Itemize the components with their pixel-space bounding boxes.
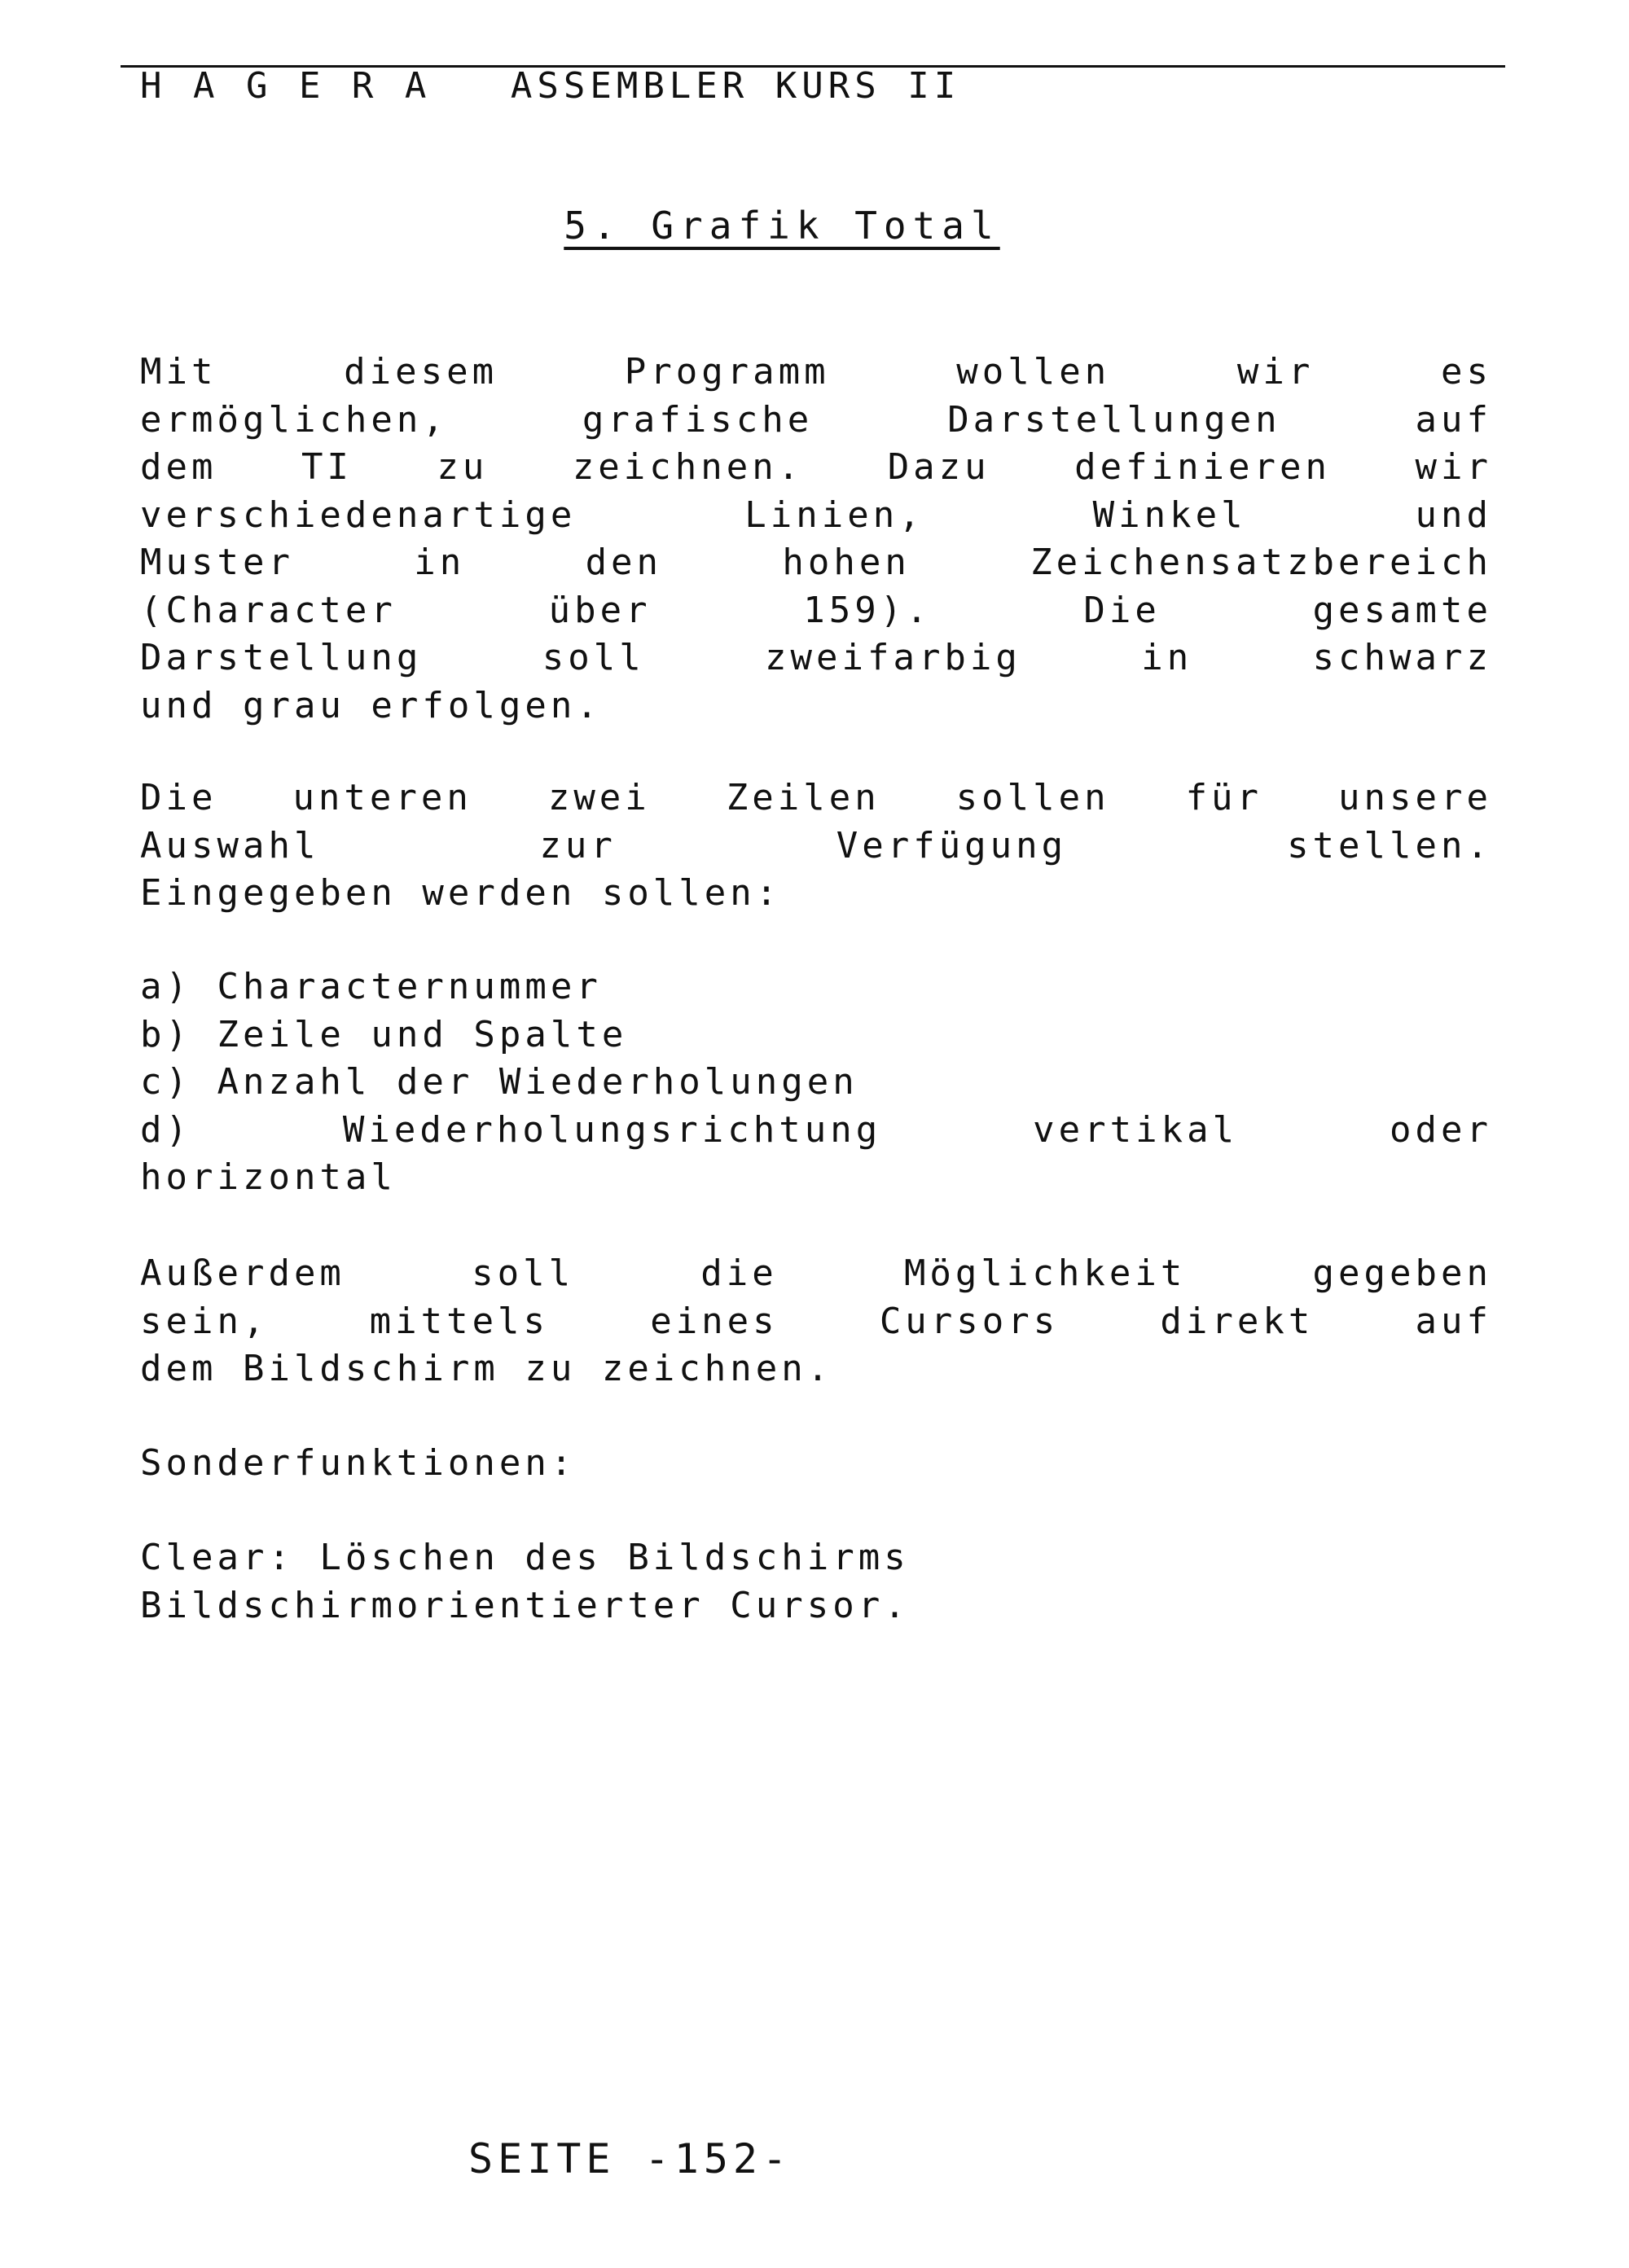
paragraph-line: [140, 1298, 1492, 1346]
list-item: c) Anzahl der Wiederholungen: [140, 1061, 858, 1103]
word: und: [1415, 494, 1492, 536]
word: Die: [1083, 589, 1161, 631]
list-item: horizontal: [140, 1156, 397, 1198]
paragraph-line: [140, 823, 1492, 871]
list-item: a) Characternummer: [140, 966, 602, 1007]
word: Winkel: [1092, 494, 1247, 536]
word: ermöglichen,: [140, 398, 448, 441]
paragraph-line: [140, 774, 1492, 823]
word: 159).: [803, 589, 932, 631]
word: eines: [650, 1300, 779, 1342]
word: direkt: [1160, 1300, 1315, 1342]
page-title: 5. Grafik Total: [564, 204, 1000, 248]
special-functions: [140, 1534, 1492, 1630]
word: über: [548, 589, 652, 631]
word: Die: [140, 777, 217, 818]
word: auf: [1415, 398, 1492, 441]
word: Darstellung: [140, 637, 423, 678]
word: unsere: [1338, 777, 1492, 818]
word: für: [1185, 777, 1263, 818]
paragraph-line: [140, 634, 1492, 682]
paragraph-line: [140, 492, 1492, 540]
word: stellen.: [1287, 824, 1492, 866]
word: d): [140, 1108, 191, 1151]
section-heading: [140, 1440, 1492, 1488]
word: hohen: [782, 542, 911, 583]
paragraph-line: [140, 539, 1492, 587]
paragraph-line: Eingegeben werden sollen:: [140, 872, 782, 914]
list-item: b) Zeile und Spalte: [140, 1013, 628, 1055]
word: Linien,: [744, 494, 924, 536]
paragraph-2: [140, 774, 1492, 918]
paragraph-line: dem Bildschirm zu zeichnen.: [140, 1348, 833, 1389]
paragraph-line: [140, 587, 1492, 635]
word: Cursors: [879, 1300, 1060, 1342]
word: unteren: [292, 777, 472, 818]
word: Darstellungen: [947, 398, 1281, 441]
word: vertikal: [1033, 1108, 1239, 1151]
word: auf: [1415, 1300, 1492, 1342]
word: oder: [1390, 1108, 1492, 1151]
word: wir: [1415, 446, 1492, 488]
section-heading-text: Sonderfunktionen:: [140, 1442, 577, 1484]
running-header: H A G E R A ASSEMBLER KURS II: [140, 65, 961, 107]
word: soll: [542, 637, 645, 678]
word: Wiederholungsrichtung: [342, 1108, 882, 1151]
word: in: [1141, 637, 1193, 678]
word: soll: [472, 1252, 575, 1294]
word: sollen: [955, 777, 1110, 818]
word: TI: [301, 446, 353, 488]
word: Dazu: [887, 446, 990, 488]
word: mittels: [369, 1300, 550, 1342]
word: gesamte: [1312, 589, 1492, 631]
word: Programm: [624, 351, 830, 393]
paragraph-3: [140, 1250, 1492, 1393]
word: den: [585, 542, 663, 583]
paragraph-line: [140, 444, 1492, 492]
word: zu: [437, 446, 489, 488]
paragraph-line: und grau erfolgen.: [140, 684, 602, 726]
input-list: [140, 963, 1492, 1202]
word: Außerdem: [140, 1252, 345, 1294]
word: zeichnen.: [572, 446, 804, 488]
word: grafische: [582, 398, 814, 441]
word: sein,: [140, 1300, 269, 1342]
word: verschiedenartige: [140, 494, 577, 536]
word: es: [1441, 351, 1492, 393]
word: Zeilen: [726, 777, 880, 818]
list-item: [140, 1107, 1492, 1155]
word: zur: [539, 824, 617, 866]
word: Muster: [140, 542, 294, 583]
word: Mit: [140, 351, 217, 393]
paragraph-1: [140, 349, 1492, 730]
word: gegeben: [1312, 1252, 1492, 1294]
word: Auswahl: [140, 824, 320, 866]
word: diesem: [344, 351, 498, 393]
word: zweifarbig: [765, 637, 1021, 678]
word: zwei: [547, 777, 651, 818]
word: Zeichensatzbereich: [1030, 542, 1492, 583]
word: schwarz: [1312, 637, 1492, 678]
word: die: [700, 1252, 778, 1294]
word: dem: [140, 446, 217, 488]
word: Möglichkeit: [903, 1252, 1187, 1294]
paragraph-line: [140, 1250, 1492, 1298]
word: (Character: [140, 589, 397, 631]
paragraph-line: [140, 349, 1492, 397]
list-item: Clear: Löschen des Bildschirms: [140, 1537, 910, 1578]
word: Verfügung: [836, 824, 1068, 866]
word: wollen: [956, 351, 1111, 393]
list-item: Bildschirmorientierter Cursor.: [140, 1584, 910, 1626]
word: definieren: [1074, 446, 1332, 488]
word: wir: [1236, 351, 1315, 393]
word: in: [414, 542, 466, 583]
page-number: SEITE -152-: [468, 2135, 793, 2182]
paragraph-line: [140, 397, 1492, 445]
